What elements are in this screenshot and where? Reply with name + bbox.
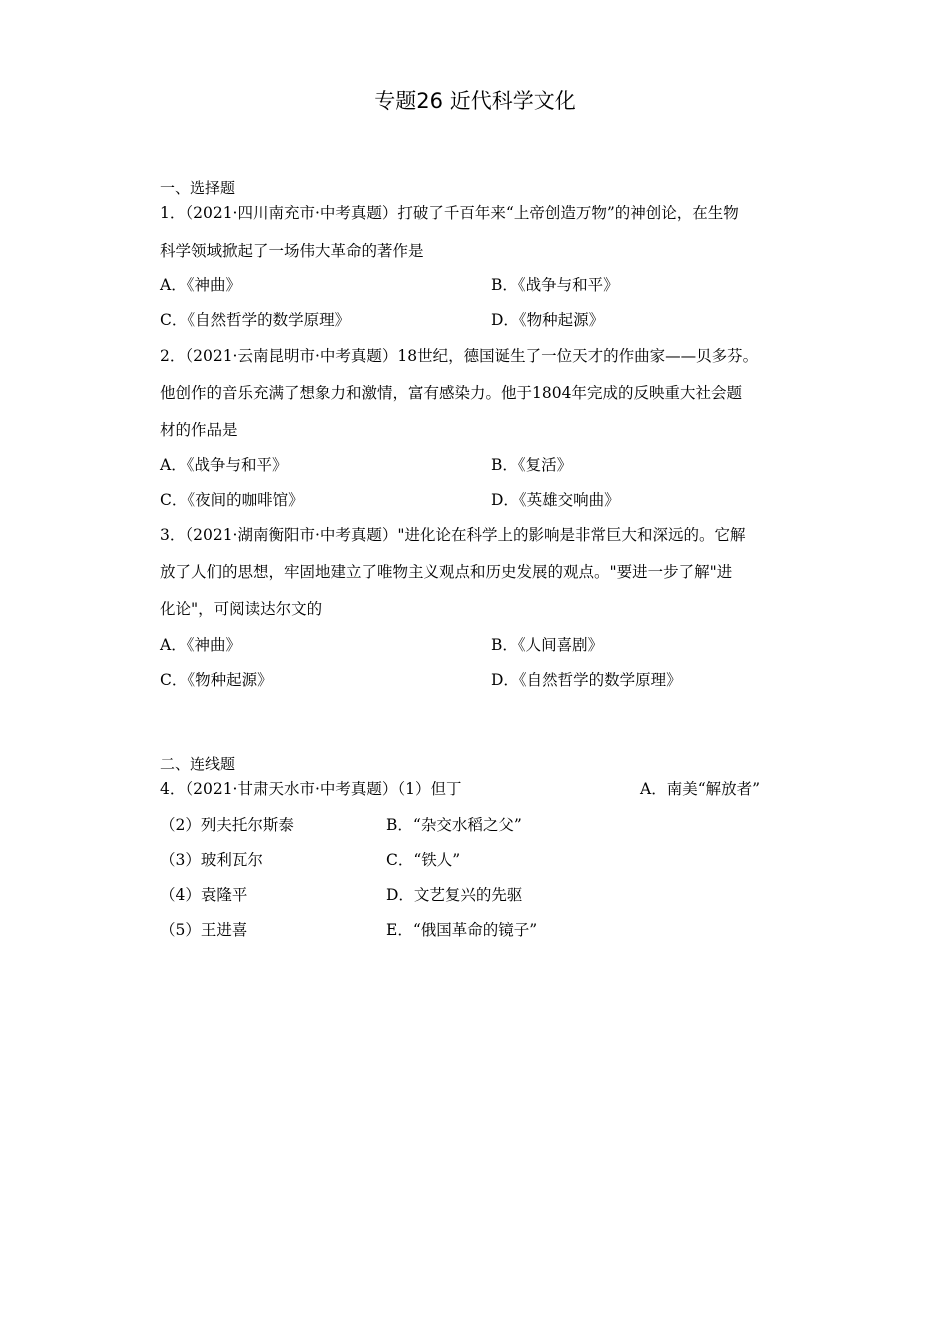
question-2-line-3: 材的作品是 — [160, 421, 238, 439]
question-1-option-c: C．《自然哲学的数学原理》 — [160, 311, 351, 329]
match-right-d: D．文艺复兴的先驱 — [386, 886, 523, 904]
match-right-b: B．“杂交水稻之父” — [386, 816, 522, 834]
match-right-a: A．南美“解放者” — [640, 780, 761, 798]
question-2-line-1: 2．（2021·云南昆明市·中考真题）18世纪，德国诞生了一位天才的作曲家——贝多芬。 — [160, 347, 759, 365]
match-right-c: C．“铁人” — [386, 851, 461, 869]
question-2-option-a: A．《战争与和平》 — [160, 456, 288, 474]
match-left-4: （4）袁隆平 — [160, 886, 248, 904]
page-title: 专题26 近代科学文化 — [374, 89, 576, 113]
match-left-3: （3）玻利瓦尔 — [160, 851, 263, 869]
question-2-option-c: C．《夜间的咖啡馆》 — [160, 491, 304, 509]
match-left-5: （5）王进喜 — [160, 921, 248, 939]
question-1-option-a: A．《神曲》 — [160, 276, 241, 294]
question-3-line-2: 放了人们的思想，牢固地建立了唯物主义观点和历史发展的观点。"要进一步了解"进 — [160, 563, 733, 581]
match-right-e: E．“俄国革命的镜子” — [386, 921, 538, 939]
section-heading-choice: 一、选择题 — [160, 179, 236, 197]
question-2-line-2: 他创作的音乐充满了想象力和激情，富有感染力。他于1804年完成的反映重大社会题 — [160, 384, 742, 402]
question-1-option-d: D．《物种起源》 — [491, 311, 605, 329]
question-3-line-3: 化论"，可阅读达尔文的 — [160, 600, 323, 618]
section-heading-matching: 二、连线题 — [160, 755, 236, 773]
question-3-option-d: D．《自然哲学的数学原理》 — [491, 671, 682, 689]
match-left-2: （2）列夫托尔斯泰 — [160, 816, 294, 834]
question-1-option-b: B．《战争与和平》 — [491, 276, 619, 294]
question-3-line-1: 3．（2021·湖南衡阳市·中考真题）"进化论在科学上的影响是非常巨大和深远的。它解 — [160, 526, 746, 544]
question-2-option-b: B．《复活》 — [491, 456, 573, 474]
question-2-option-d: D．《英雄交响曲》 — [491, 491, 620, 509]
question-4-intro: 4．（2021·甘肃天水市·中考真题）（1）但丁 — [160, 780, 462, 798]
question-3-option-b: B．《人间喜剧》 — [491, 636, 604, 654]
question-1-line-2: 科学领域掀起了一场伟大革命的著作是 — [160, 242, 424, 260]
question-3-option-a: A．《神曲》 — [160, 636, 241, 654]
question-1-line-1: 1．（2021·四川南充市·中考真题）打破了千百年来“上帝创造万物”的神创论，在生物 — [160, 204, 739, 222]
question-3-option-c: C．《物种起源》 — [160, 671, 273, 689]
